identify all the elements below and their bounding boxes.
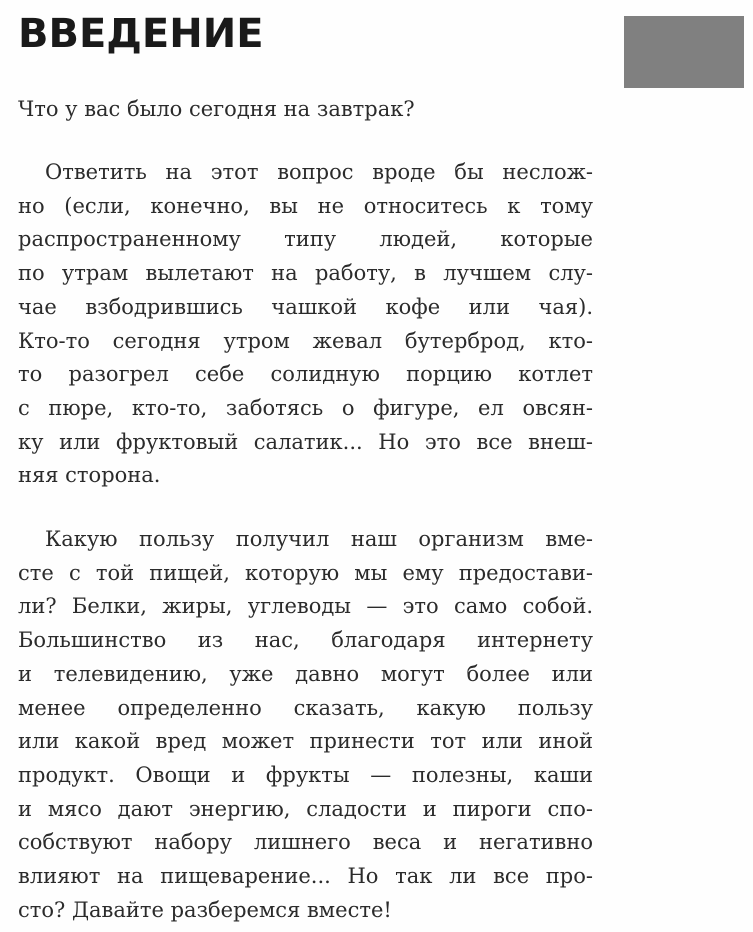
paragraph-2-line: собствуют набору лишнего веса и негативно <box>18 830 594 855</box>
paragraph-2-line: Большинство из нас, благодаря интернету <box>18 628 594 653</box>
paragraph-1-line: но (если, конечно, вы не относитесь к тому <box>18 193 594 218</box>
paragraph-2-line: или какой вред может принести тот или иной <box>18 729 593 754</box>
paragraph-1-line: Кто-то сегодня утром жевал бутерброд, кто- <box>18 328 593 353</box>
paragraph-2 <box>18 523 593 927</box>
opening-question: Что у вас было сегодня на завтрак? <box>18 97 415 121</box>
paragraph-2-line: ли? Белки, жиры, углеводы — это само собой. <box>18 594 593 619</box>
paragraph-2-line: Какую пользу получил наш организм вме- <box>45 527 594 551</box>
paragraph-1 <box>18 156 593 493</box>
paragraph-1-line: чае взбодрившись чашкой кофе или чая). <box>18 294 594 319</box>
paragraph-1-line: Ответить на этот вопрос вроде бы неслож- <box>45 160 594 184</box>
paragraph-2-line: и телевидению, уже давно могут более или <box>18 661 594 686</box>
paragraph-2-line: влияют на пищеварение... Но так ли все про- <box>18 864 593 889</box>
paragraph-1-line: по утрам вылетают на работу, в лучшем слу- <box>18 261 593 286</box>
paragraph-1-line: распространенному типу людей, которые <box>18 227 593 252</box>
chapter-heading: ВВЕДЕНИЕ <box>18 11 264 57</box>
paragraph-2-line: менее определенно сказать, какую пользу <box>18 695 594 720</box>
paragraph-1-line: ку или фруктовый салатик... Но это все внеш- <box>18 429 593 454</box>
paragraph-2-line: продукт. Овощи и фрукты — полезны, каши <box>18 762 593 787</box>
paragraph-2-line: и мясо дают энергию, сладости и пироги спо- <box>18 796 593 821</box>
paragraph-1-line: няя сторона. <box>18 463 161 488</box>
paragraph-1-line: с пюре, кто-то, заботясь о фигуре, ел овсян- <box>18 395 594 420</box>
paragraph-1-line: то разогрел себе солидную порцию котлет <box>18 362 593 387</box>
paragraph-2-line: сто? Давайте разберемся вместе! <box>18 897 392 922</box>
chapter-marker-block <box>624 16 744 88</box>
paragraph-2-line: сте с той пищей, которую мы ему предостави- <box>18 560 593 585</box>
